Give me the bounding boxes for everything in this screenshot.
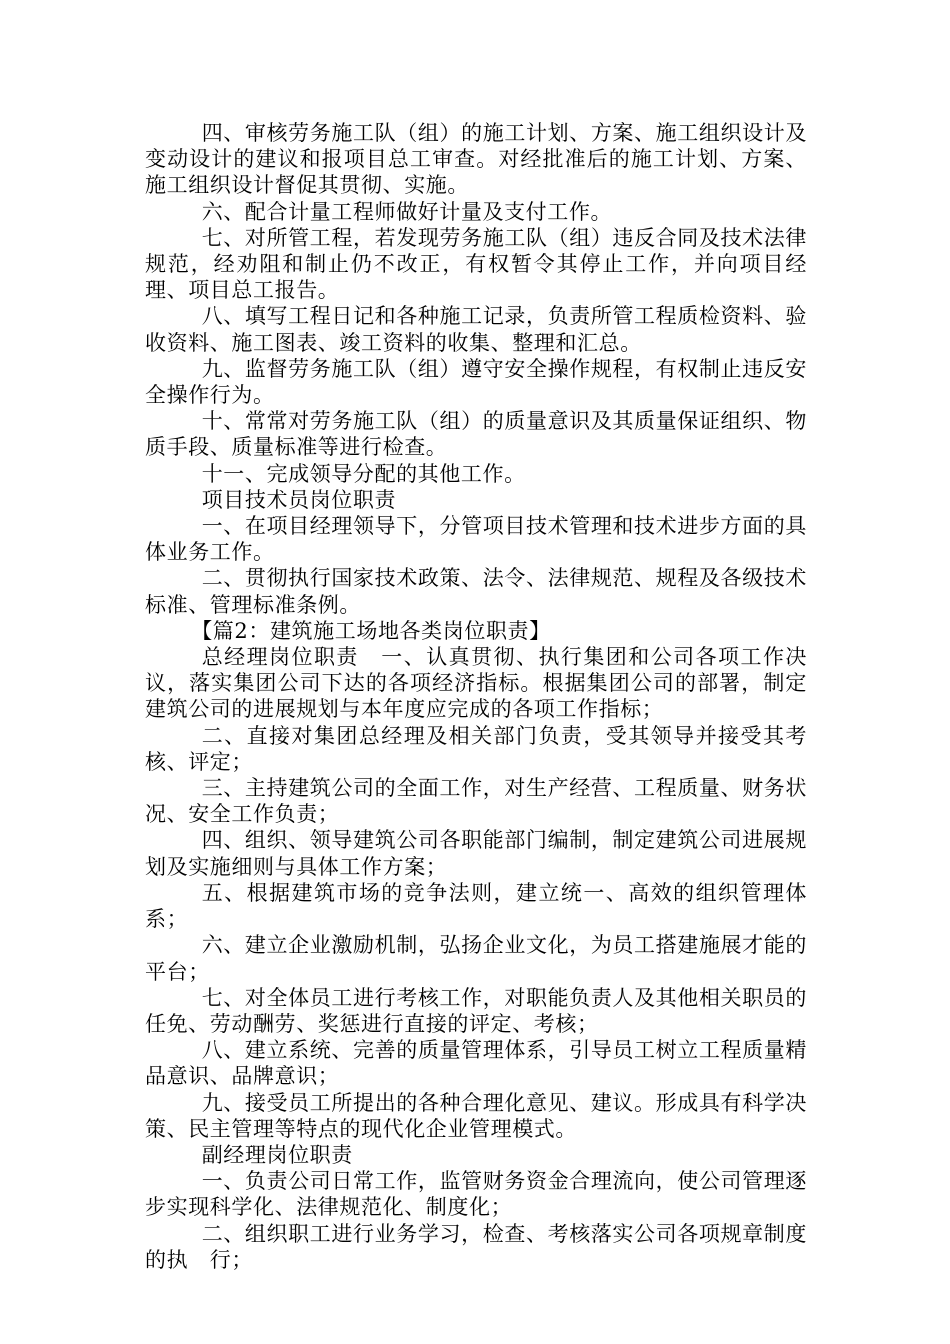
paragraph: 二、直接对集团总经理及相关部门负责，受其领导并接受其考核、评定； [145, 723, 807, 774]
paragraph: 二、贯彻执行国家技术政策、法令、法律规范、规程及各级技术标准、管理标准条例。 [145, 566, 807, 617]
paragraph: 二、组织职工进行业务学习，检查、考核落实公司各项规章制度的执 行； [145, 1221, 807, 1272]
paragraph: 三、主持建筑公司的全面工作，对生产经营、工程质量、财务状况、安全工作负责； [145, 776, 807, 827]
paragraph: 一、负责公司日常工作，监管财务资金合理流向，使公司管理逐步实现科学化、法律规范化、制度化； [145, 1169, 807, 1220]
paragraph: 四、组织、领导建筑公司各职能部门编制，制定建筑公司进展规划及实施细则与具体工作方案； [145, 828, 807, 879]
paragraph: 七、对全体员工进行考核工作，对职能负责人及其他相关职员的任免、劳动酬劳、奖惩进行直接的评定、考核； [145, 985, 807, 1036]
paragraph: 五、根据建筑市场的竞争法则，建立统一、高效的组织管理体系； [145, 880, 807, 932]
paragraph: 八、建立系统、完善的质量管理体系，引导员工树立工程质量精品意识、品牌意识； [145, 1038, 807, 1089]
paragraph: 九、接受员工所提出的各种合理化意见、建议。形成具有科学决策、民主管理等特点的现代化企业管理模式。 [145, 1090, 807, 1141]
paragraph: 四、审核劳务施工队（组）的施工计划、方案、施工组织设计及变动设计的建议和报项目总工审查。对经批准后的施工计划、方案、施工组织设计督促其贯彻、实施。 [145, 121, 807, 198]
section-heading: 副经理岗位职责 [201, 1142, 353, 1167]
paragraph: 总经理岗位职责 一、认真贯彻、执行集团和公司各项工作决议，落实集团公司下达的各项经济指标。根据集团公司的部署，制定建筑公司的进展规划与本年度应完成的各项工作指标； [145, 645, 807, 722]
paragraph: 七、对所管工程，若发现劳务施工队（组）违反合同及技术法律规范，经劝阻和制止仍不改正，有权暂令其停止工作，并向项目经理、项目总工报告。 [145, 225, 807, 303]
paragraph: 六、配合计量工程师做好计量及支付工作。 [201, 199, 613, 224]
paragraph: 十一、完成领导分配的其他工作。 [201, 461, 526, 486]
section-heading: 项目技术员岗位职责 [201, 487, 397, 512]
chapter-title: 【篇2：建筑施工场地各类岗位职责】 [191, 618, 551, 643]
paragraph: 十、常常对劳务施工队（组）的质量意识及其质量保证组织、物质手段、质量标准等进行检查。 [145, 409, 807, 460]
paragraph: 一、在项目经理领导下，分管项目技术管理和技术进步方面的具体业务工作。 [145, 514, 807, 565]
paragraph: 九、监督劳务施工队（组）遵守安全操作规程，有权制止违反安全操作行为。 [145, 356, 807, 408]
document-page [145, 120, 807, 1273]
paragraph: 八、填写工程日记和各种施工记录，负责所管工程质检资料、验收资料、施工图表、竣工资料的收集、整理和汇总。 [145, 304, 807, 355]
paragraph: 六、建立企业激励机制，弘扬企业文化，为员工搭建施展才能的平台； [145, 933, 807, 984]
